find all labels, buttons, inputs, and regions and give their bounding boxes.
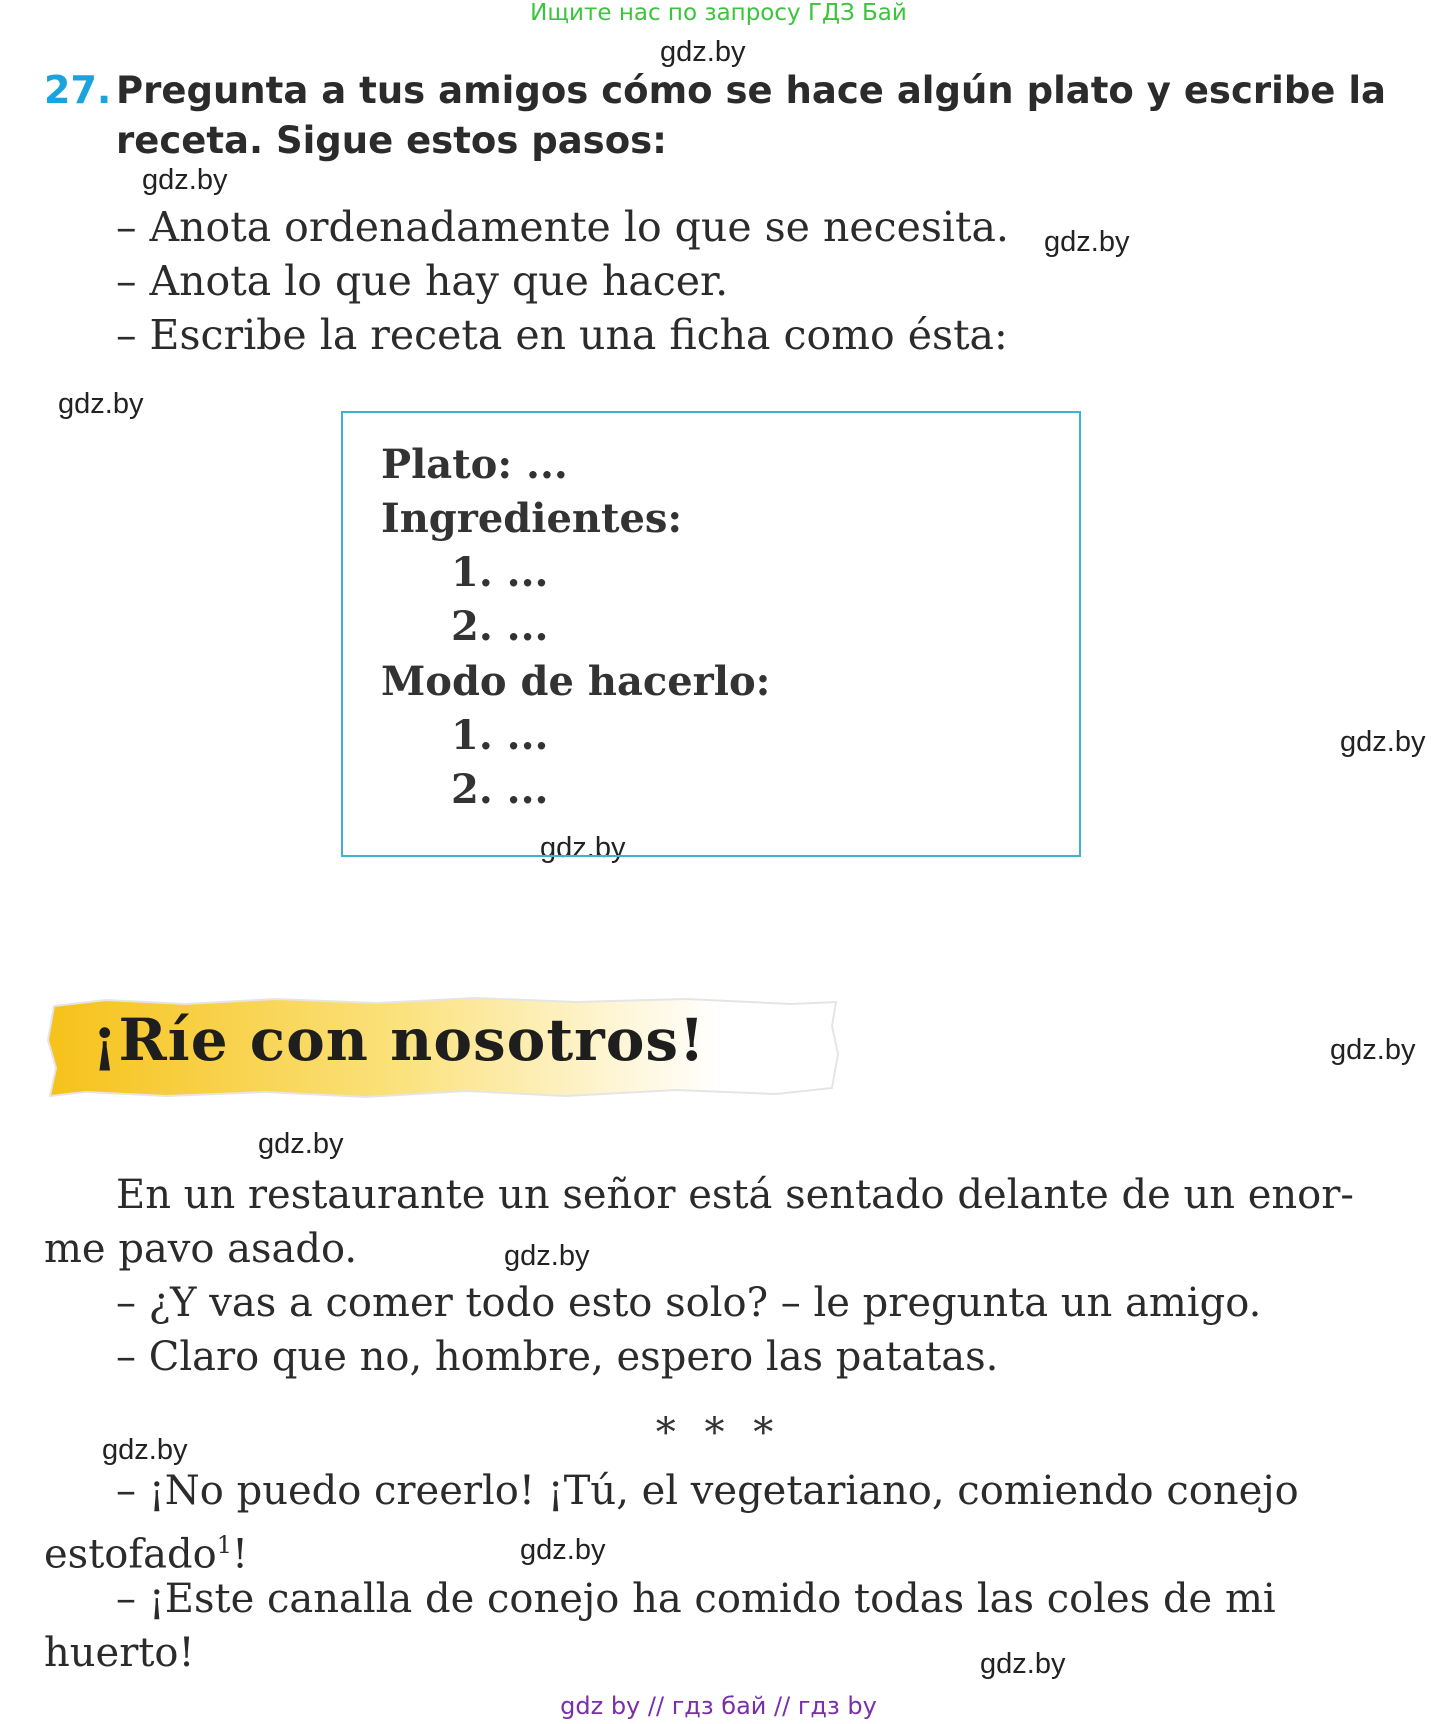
section-title: ¡Ríe con nosotros! xyxy=(92,1006,706,1074)
watermark: gdz.by xyxy=(1330,1034,1416,1066)
separator-stars: * * * xyxy=(655,1410,782,1456)
exercise-steps xyxy=(116,200,1009,362)
watermark: gdz.by xyxy=(102,1434,188,1466)
joke1-line1-text: En un restaurante un señor está sentado delante de un enor- xyxy=(116,1172,1354,1218)
card-ingredient-1: 1. ... xyxy=(451,549,549,596)
watermark: gdz.by xyxy=(520,1534,606,1566)
exercise-title: Pregunta a tus amigos cómo se hace algún plato y escribe la receta. Sigue estos pasos: xyxy=(116,69,1386,162)
joke1-line3: – ¿Y vas a comer todo esto solo? – le pregunta un amigo. xyxy=(116,1280,1262,1326)
joke1-line2: me pavo asado. xyxy=(44,1226,358,1272)
joke2-line3: – ¡Este canalla de conejo ha comido todas las coles de mi xyxy=(116,1576,1276,1622)
watermark: gdz.by xyxy=(142,164,228,196)
joke1-line1 xyxy=(116,1168,1386,1222)
card-step-2: 2. ... xyxy=(451,766,549,813)
card-modo: Modo de hacerlo: xyxy=(381,658,771,705)
exercise-number: 27. xyxy=(44,68,112,112)
step-item: – Escribe la receta en una ficha como ésta: xyxy=(116,311,1008,359)
watermark: gdz.by xyxy=(258,1128,344,1160)
step-item: – Anota ordenadamente lo que se necesita. xyxy=(116,203,1009,251)
top-banner: Ищите нас по запросу ГДЗ Бай xyxy=(530,0,907,26)
watermark: gdz.by xyxy=(1340,726,1426,758)
step-item: – Anota lo que hay que hacer. xyxy=(116,257,729,305)
joke2-line1: – ¡No puedo creerlo! ¡Tú, el vegetariano, comiendo conejo xyxy=(116,1468,1299,1514)
watermark: gdz.by xyxy=(58,388,144,420)
joke2-line4: huerto! xyxy=(44,1630,195,1676)
recipe-card xyxy=(341,411,1081,857)
card-step-1: 1. ... xyxy=(451,712,549,759)
footnote-mark: 1 xyxy=(216,1531,232,1559)
joke2-line2-end: ! xyxy=(231,1531,249,1578)
joke1-line4: – Claro que no, hombre, espero las patatas. xyxy=(116,1334,999,1380)
watermark: gdz.by xyxy=(660,36,746,68)
joke2-line2-text: estofado xyxy=(44,1531,217,1578)
watermark: gdz.by xyxy=(540,832,626,864)
watermark: gdz.by xyxy=(980,1648,1066,1680)
watermark: gdz.by xyxy=(504,1240,590,1272)
card-plato: Plato: ... xyxy=(381,441,568,488)
footer-links: gdz by // гдз бай // гдз by xyxy=(560,1692,877,1720)
card-ingredient-2: 2. ... xyxy=(451,603,549,650)
watermark: gdz.by xyxy=(1044,226,1130,258)
card-ingredientes: Ingredientes: xyxy=(381,495,683,542)
